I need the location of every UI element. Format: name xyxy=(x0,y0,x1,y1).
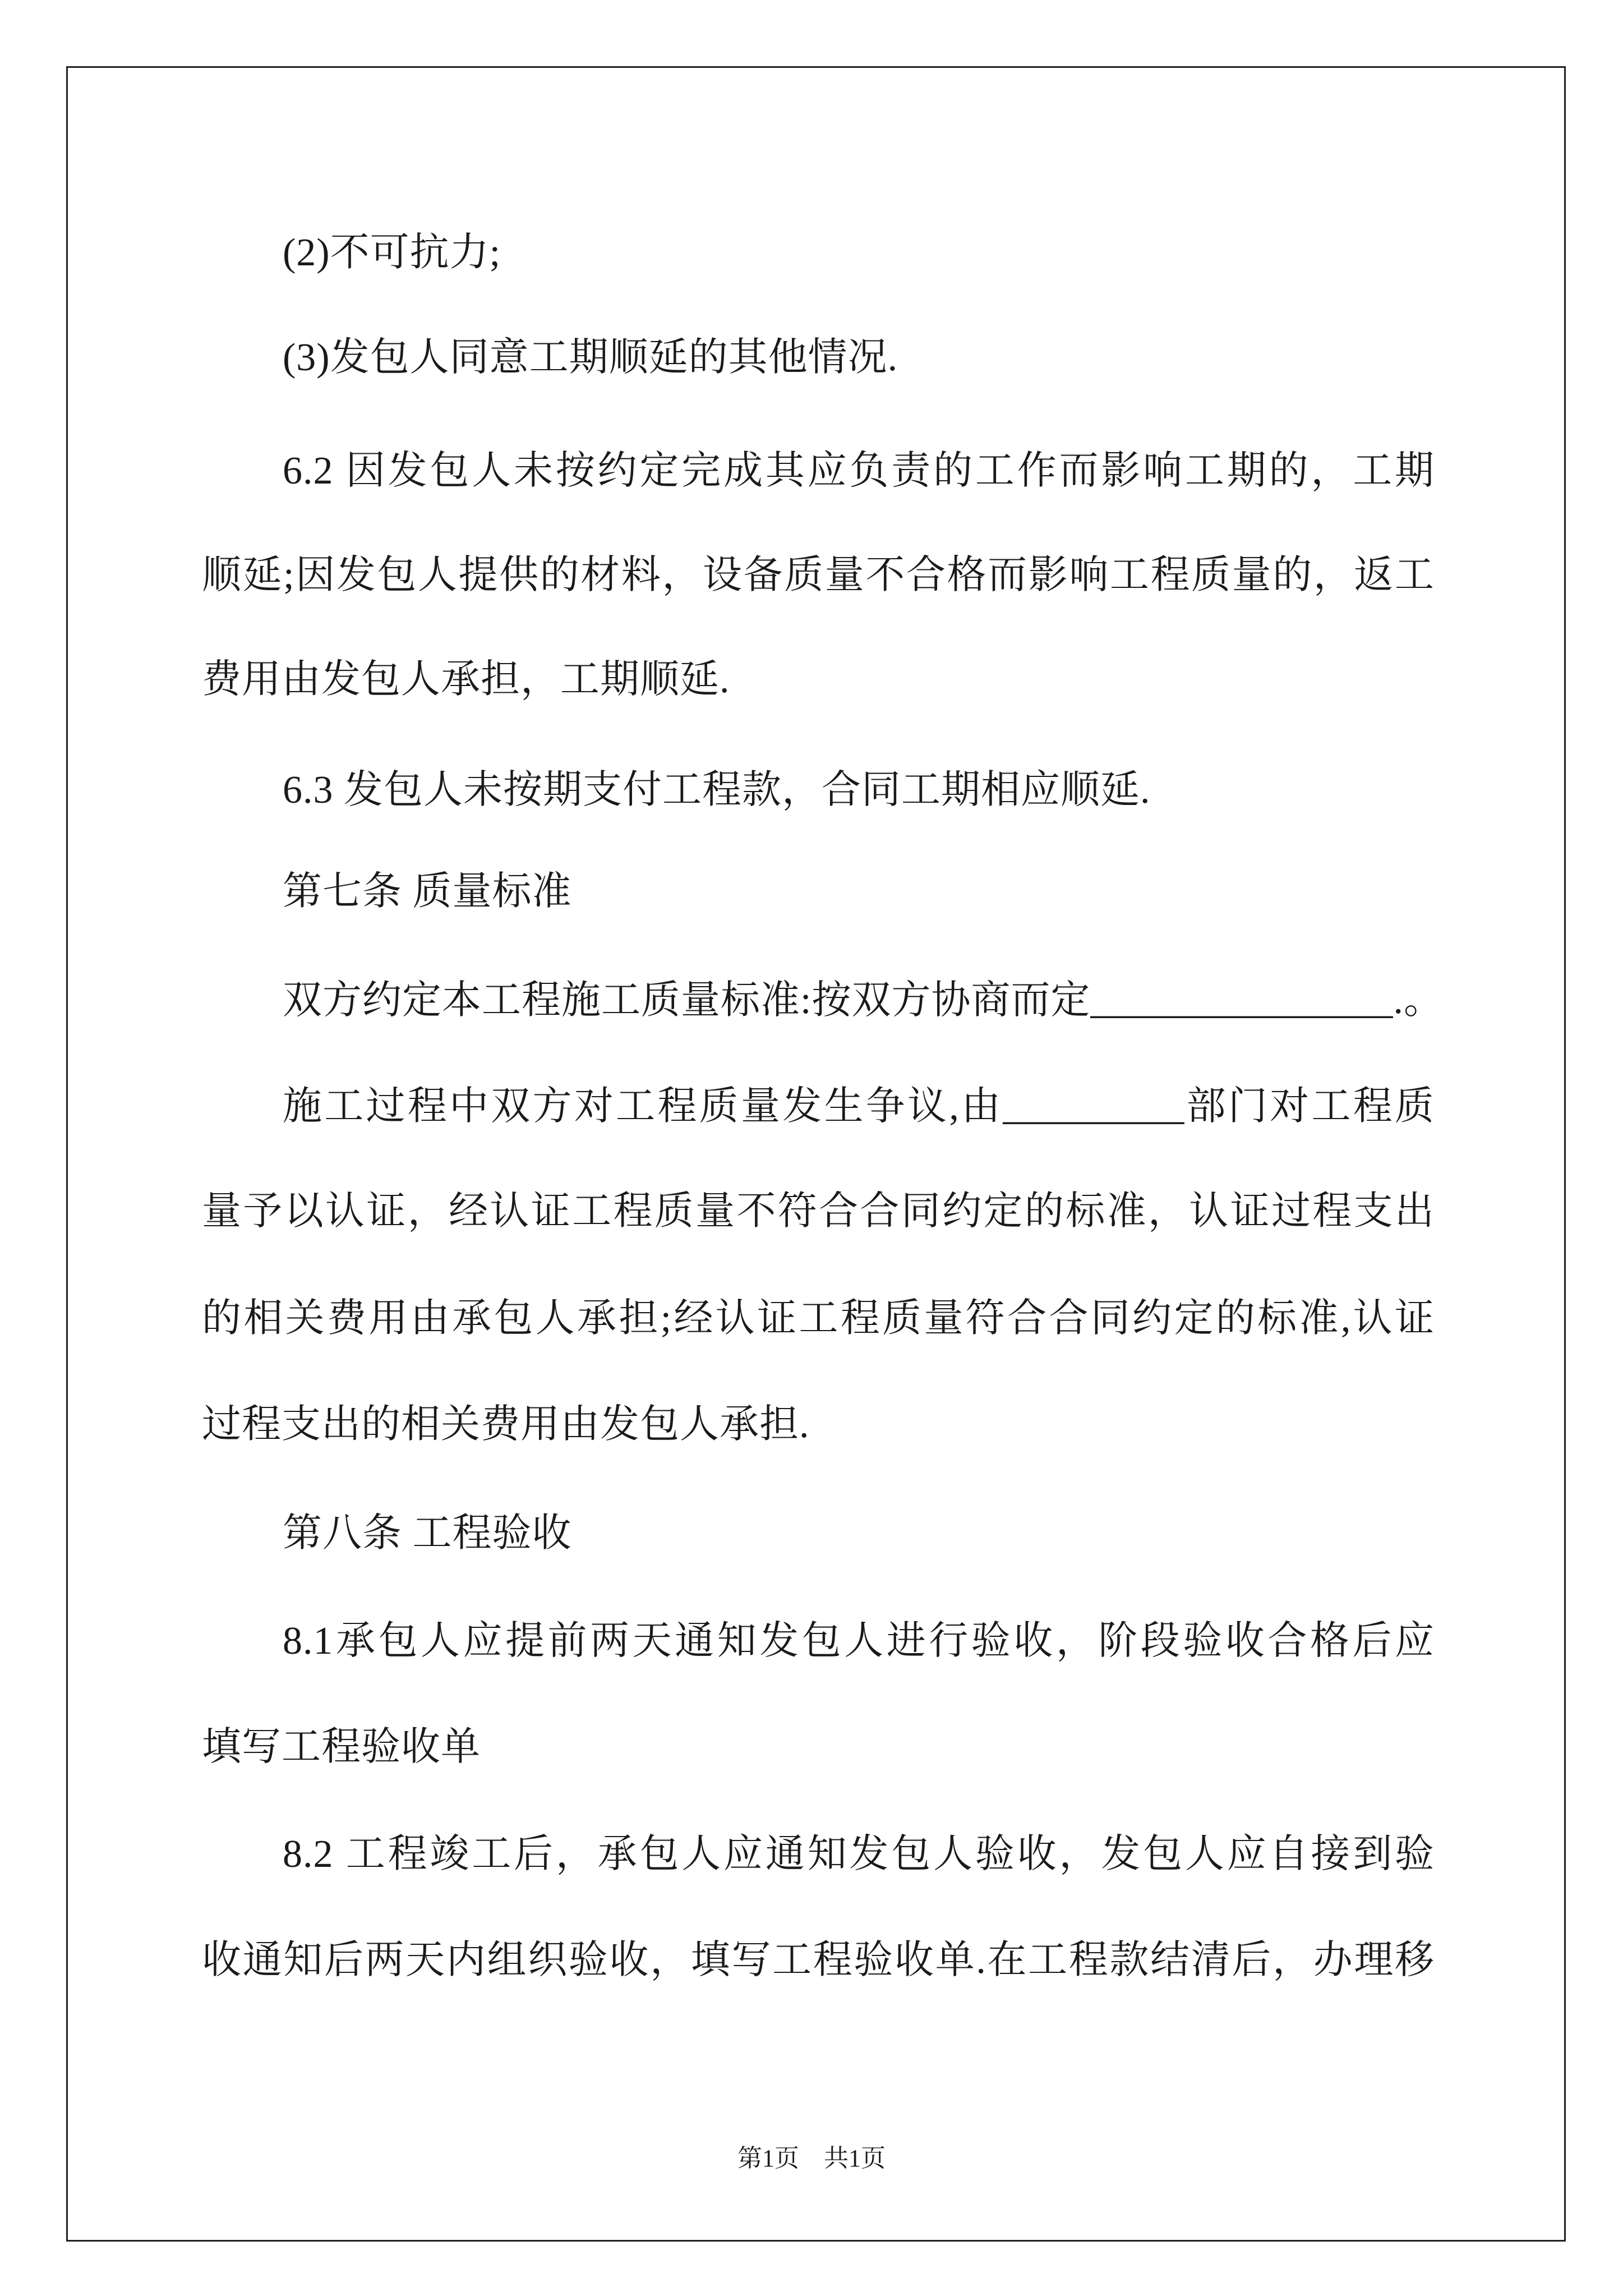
clause-8-2-line: 8.2 工程竣工后，承包人应通知发包人验收，发包人应自接到验 xyxy=(283,1833,1435,1876)
list-item-line: (3)发包人同意工期顺延的其他情况. xyxy=(283,336,898,379)
quality-dispute-line: 过程支出的相关费用由发包人承担. xyxy=(202,1403,810,1446)
list-item-line: (2)不可抗力; xyxy=(283,231,501,274)
clause-6-2-line: 顺延;因发包人提供的材料，设备质量不合格而影响工程质量的，返工 xyxy=(202,554,1435,597)
page-border xyxy=(66,66,1566,2242)
quality-dispute-line: 量予以认证，经认证工程质量不符合合同约定的标准，认证过程支出 xyxy=(202,1190,1435,1233)
clause-6-2-line: 6.2 因发包人未按约定完成其应负责的工作而影响工期的，工期 xyxy=(283,449,1435,493)
clause-6-3-line: 6.3 发包人未按期支付工程款，合同工期相应顺延. xyxy=(283,769,1151,812)
page-footer xyxy=(0,2144,1623,2173)
section-heading-article-7: 第七条 质量标准 xyxy=(283,870,572,913)
clause-8-1-line: 填写工程验收单 xyxy=(202,1726,481,1769)
quality-dispute-line: 的相关费用由承包人承担;经认证工程质量符合合同约定的标准,认证 xyxy=(202,1297,1435,1340)
total-pages-label: 共1页 xyxy=(824,2145,886,2172)
section-heading-article-8: 第八条 工程验收 xyxy=(283,1512,572,1555)
clause-6-2-line: 费用由发包人承担，工期顺延. xyxy=(202,658,730,701)
clause-8-1-line: 8.1承包人应提前两天通知发包人进行验收，阶段验收合格后应 xyxy=(283,1619,1435,1663)
quality-standard-line: 双方约定本工程施工质量标准:按双方协商而定_______________.。 xyxy=(283,979,1444,1022)
current-page-label: 第1页 xyxy=(737,2145,799,2172)
quality-dispute-line: 施工过程中双方对工程质量发生争议,由_________部门对工程质 xyxy=(283,1085,1435,1128)
clause-8-2-line: 收通知后两天内组织验收，填写工程验收单.在工程款结清后，办理移 xyxy=(202,1939,1435,1982)
